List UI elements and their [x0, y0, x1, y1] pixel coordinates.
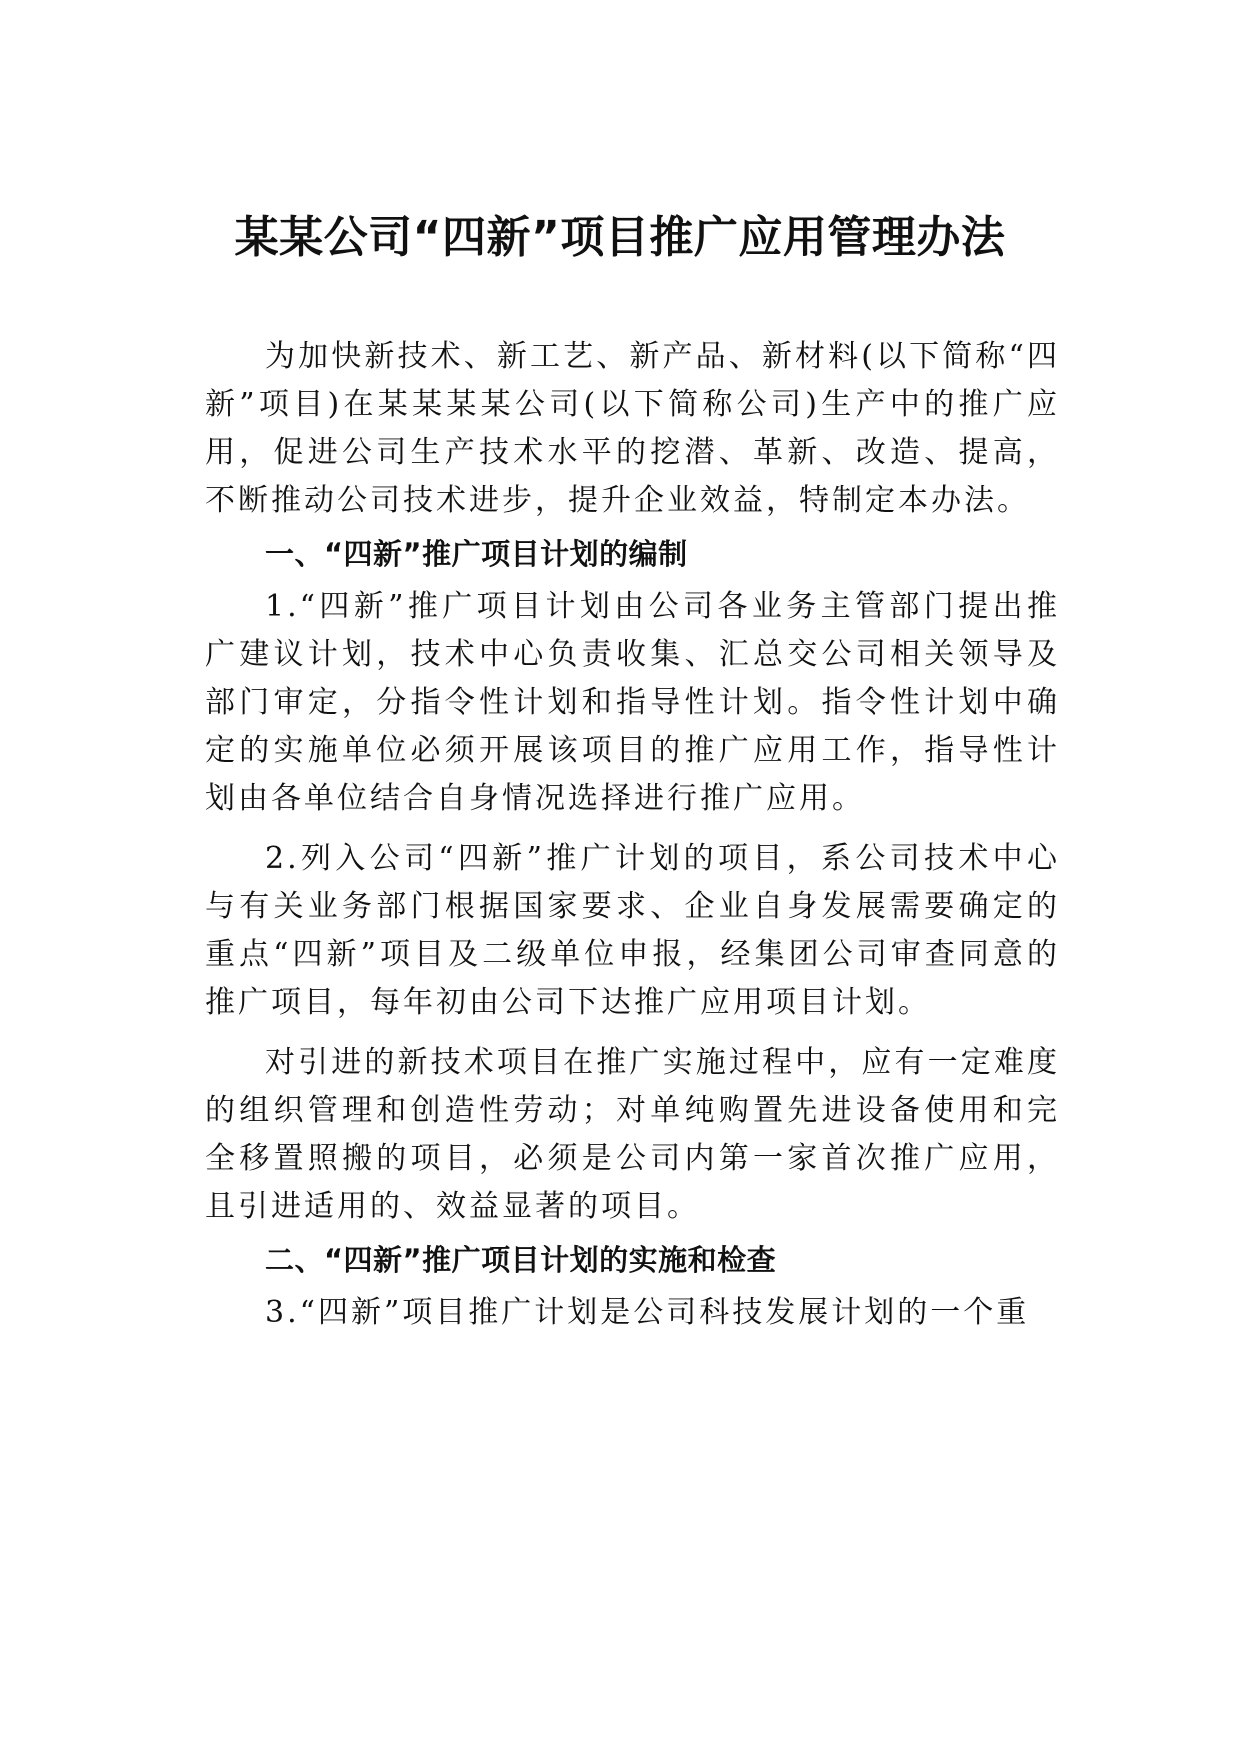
section-heading-1: 一、“四新”推广项目计划的编制 [265, 537, 688, 571]
intro-paragraph: 为加快新技术、新工艺、新产品、新材料(以下简称“四新”项目)在某某某某公司(以下简称公司)生产中的推广应用，促进公司生产技术水平的挖潜、革新、改造、提高，不断推动公司技术进步，提升企业效益，特制定本办法。 [205, 339, 1060, 518]
clause-3-paragraph: 3.“四新”项目推广计划是公司科技发展计划的一个重 [265, 1295, 1030, 1330]
import-note-paragraph: 对引进的新技术项目在推广实施过程中，应有一定难度的组织管理和创造性劳动；对单纯购置先进设备使用和完全移置照搬的项目，必须是公司内第一家首次推广应用，且引进适用的、效益显著的项目。 [205, 1045, 1060, 1224]
clause-1-paragraph: 1.“四新”推广项目计划由公司各业务主管部门提出推广建议计划，技术中心负责收集、汇总交公司相关领导及部门审定，分指令性计划和指导性计划。指令性计划中确定的实施单位必须开展该项目的推广应用工作，指导性计划由各单位结合自身情况选择进行推广应用。 [205, 589, 1060, 816]
document-body [205, 333, 1060, 1337]
section-heading-2: 二、“四新”推广项目计划的实施和检查 [265, 1243, 777, 1277]
clause-2-paragraph: 2.列入公司“四新”推广计划的项目，系公司技术中心与有关业务部门根据国家要求、企业自身发展需要确定的重点“四新”项目及二级单位申报，经集团公司审查同意的推广项目，每年初由公司下达推广应用项目计划。 [205, 841, 1060, 1020]
document-title: 某某公司“四新”项目推广应用管理办法 [234, 212, 1006, 263]
